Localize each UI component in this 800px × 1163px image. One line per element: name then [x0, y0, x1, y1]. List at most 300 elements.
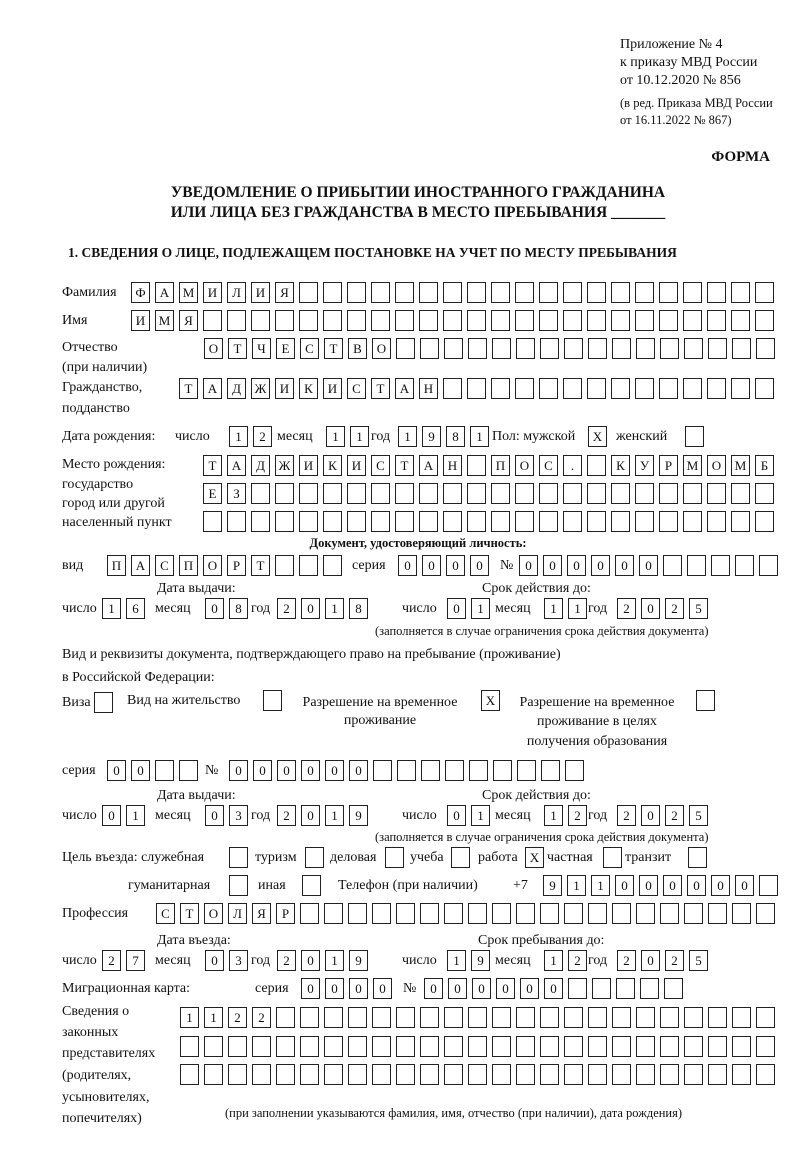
- name-boxes-char-box[interactable]: [203, 310, 222, 331]
- residence-doc-issue-year-char-box[interactable]: 1: [325, 805, 344, 826]
- identity-doc-number-char-box[interactable]: [663, 555, 682, 576]
- entry-entry-year-char-box[interactable]: 9: [349, 950, 368, 971]
- birth-place-row2-char-box[interactable]: [755, 483, 774, 504]
- representatives-row2-char-box[interactable]: [372, 1036, 391, 1057]
- birth-place-row2-char-box[interactable]: [659, 483, 678, 504]
- citizenship-boxes-char-box[interactable]: [755, 378, 774, 399]
- patronymic-boxes-char-box[interactable]: О: [372, 338, 391, 359]
- residence-doc-number-char-box[interactable]: 0: [253, 760, 272, 781]
- residence-doc-series-char-box[interactable]: [155, 760, 174, 781]
- name-boxes-char-box[interactable]: [587, 310, 606, 331]
- migration-card-number-char-box[interactable]: 0: [496, 978, 515, 999]
- residence-doc-number-char-box[interactable]: [373, 760, 392, 781]
- purpose-business-char-box[interactable]: [385, 847, 404, 868]
- residence-doc-number-char-box[interactable]: [565, 760, 584, 781]
- representatives-row3-char-box[interactable]: [444, 1064, 463, 1085]
- residence-doc-number-char-box[interactable]: 0: [301, 760, 320, 781]
- migration-card-series-char-box[interactable]: 0: [349, 978, 368, 999]
- citizenship-boxes-char-box[interactable]: С: [347, 378, 366, 399]
- identity-doc-issue-year-char-box[interactable]: 8: [349, 598, 368, 619]
- name-boxes-char-box[interactable]: [635, 310, 654, 331]
- surname-boxes-char-box[interactable]: [587, 282, 606, 303]
- citizenship-boxes-char-box[interactable]: Т: [179, 378, 198, 399]
- birth-place-row1-char-box[interactable]: П: [491, 455, 510, 476]
- entry-entry-year-char-box[interactable]: 1: [325, 950, 344, 971]
- representatives-row1-char-box[interactable]: [468, 1007, 487, 1028]
- identity-doc-type-char-box[interactable]: Т: [251, 555, 270, 576]
- birth-place-row2-char-box[interactable]: [563, 483, 582, 504]
- migration-card-series-char-box[interactable]: 0: [373, 978, 392, 999]
- representatives-row3-char-box[interactable]: [660, 1064, 679, 1085]
- citizenship-boxes-char-box[interactable]: [731, 378, 750, 399]
- name-boxes-char-box[interactable]: [563, 310, 582, 331]
- identity-doc-valid-year-char-box[interactable]: 2: [665, 598, 684, 619]
- identity-doc-number-char-box[interactable]: [759, 555, 778, 576]
- birth-place-row2-char-box[interactable]: [395, 483, 414, 504]
- patronymic-boxes-char-box[interactable]: Т: [228, 338, 247, 359]
- representatives-row3-char-box[interactable]: [204, 1064, 223, 1085]
- entry-entry-day-char-box[interactable]: 2: [102, 950, 121, 971]
- identity-doc-issue-month-char-box[interactable]: 8: [229, 598, 248, 619]
- migration-card-number-char-box[interactable]: 0: [424, 978, 443, 999]
- profession-boxes-char-box[interactable]: С: [156, 903, 175, 924]
- name-boxes-char-box[interactable]: [275, 310, 294, 331]
- residence-doc-valid-month-char-box[interactable]: 1: [544, 805, 563, 826]
- representatives-row1-char-box[interactable]: [612, 1007, 631, 1028]
- residence-doc-issue-day-char-box[interactable]: 0: [102, 805, 121, 826]
- birth-place-row2-char-box[interactable]: З: [227, 483, 246, 504]
- surname-boxes-char-box[interactable]: [515, 282, 534, 303]
- migration-card-number-char-box[interactable]: [592, 978, 611, 999]
- representatives-row1-char-box[interactable]: [396, 1007, 415, 1028]
- patronymic-boxes-char-box[interactable]: В: [348, 338, 367, 359]
- identity-doc-type-char-box[interactable]: А: [131, 555, 150, 576]
- surname-boxes-char-box[interactable]: [659, 282, 678, 303]
- birth-date-month-char-box[interactable]: 1: [350, 426, 369, 447]
- representatives-row2-char-box[interactable]: [444, 1036, 463, 1057]
- representatives-row3-char-box[interactable]: [228, 1064, 247, 1085]
- birth-place-row2-char-box[interactable]: [299, 483, 318, 504]
- residence-doc-issue-month-char-box[interactable]: 3: [229, 805, 248, 826]
- identity-doc-valid-year-char-box[interactable]: 0: [641, 598, 660, 619]
- surname-boxes-char-box[interactable]: [299, 282, 318, 303]
- representatives-row1-char-box[interactable]: 1: [180, 1007, 199, 1028]
- birth-place-row3-char-box[interactable]: [443, 511, 462, 532]
- surname-boxes-char-box[interactable]: [395, 282, 414, 303]
- birth-place-row3-char-box[interactable]: [731, 511, 750, 532]
- phone-boxes-char-box[interactable]: 1: [567, 875, 586, 896]
- purpose-tourism-char-box[interactable]: [305, 847, 324, 868]
- migration-card-series-char-box[interactable]: 0: [325, 978, 344, 999]
- birth-place-row1-char-box[interactable]: К: [611, 455, 630, 476]
- name-boxes-char-box[interactable]: [491, 310, 510, 331]
- patronymic-boxes-char-box[interactable]: Е: [276, 338, 295, 359]
- birth-place-row1-char-box[interactable]: М: [731, 455, 750, 476]
- birth-place-row1-char-box[interactable]: С: [371, 455, 390, 476]
- representatives-row2-char-box[interactable]: [660, 1036, 679, 1057]
- migration-card-number-char-box[interactable]: [616, 978, 635, 999]
- phone-boxes-char-box[interactable]: 9: [543, 875, 562, 896]
- migration-card-number-char-box[interactable]: [568, 978, 587, 999]
- name-boxes-char-box[interactable]: [299, 310, 318, 331]
- representatives-row1-char-box[interactable]: [756, 1007, 775, 1028]
- purpose-other-char-box[interactable]: [302, 875, 321, 896]
- identity-doc-valid-day-char-box[interactable]: 1: [471, 598, 490, 619]
- patronymic-boxes-char-box[interactable]: О: [204, 338, 223, 359]
- birth-date-year-char-box[interactable]: 9: [422, 426, 441, 447]
- residence-doc-number-char-box[interactable]: 0: [325, 760, 344, 781]
- identity-doc-type-char-box[interactable]: [299, 555, 318, 576]
- representatives-row3-char-box[interactable]: [564, 1064, 583, 1085]
- birth-place-row2-char-box[interactable]: [587, 483, 606, 504]
- identity-doc-valid-day-char-box[interactable]: 0: [447, 598, 466, 619]
- citizenship-boxes-char-box[interactable]: Д: [227, 378, 246, 399]
- representatives-row1-char-box[interactable]: [276, 1007, 295, 1028]
- birth-place-row3-char-box[interactable]: [611, 511, 630, 532]
- profession-boxes-char-box[interactable]: [516, 903, 535, 924]
- representatives-row3-char-box[interactable]: [732, 1064, 751, 1085]
- patronymic-boxes-char-box[interactable]: [612, 338, 631, 359]
- profession-boxes-char-box[interactable]: [420, 903, 439, 924]
- identity-doc-issue-day-char-box[interactable]: 6: [126, 598, 145, 619]
- representatives-row3-char-box[interactable]: [468, 1064, 487, 1085]
- name-boxes-char-box[interactable]: [707, 310, 726, 331]
- sex-male-char-box[interactable]: X: [588, 426, 607, 447]
- name-boxes-char-box[interactable]: [251, 310, 270, 331]
- identity-doc-type-char-box[interactable]: С: [155, 555, 174, 576]
- representatives-row3-char-box[interactable]: [420, 1064, 439, 1085]
- surname-boxes-char-box[interactable]: [755, 282, 774, 303]
- residence-doc-valid-day-char-box[interactable]: 0: [447, 805, 466, 826]
- patronymic-boxes-char-box[interactable]: С: [300, 338, 319, 359]
- citizenship-boxes-char-box[interactable]: И: [323, 378, 342, 399]
- representatives-row1-char-box[interactable]: [660, 1007, 679, 1028]
- representatives-row2-char-box[interactable]: [204, 1036, 223, 1057]
- migration-card-number-char-box[interactable]: 0: [472, 978, 491, 999]
- surname-boxes-char-box[interactable]: [467, 282, 486, 303]
- name-boxes-char-box[interactable]: [371, 310, 390, 331]
- birth-place-row1-char-box[interactable]: Б: [755, 455, 774, 476]
- representatives-row1-char-box[interactable]: [708, 1007, 727, 1028]
- representatives-row1-char-box[interactable]: [444, 1007, 463, 1028]
- patronymic-boxes-char-box[interactable]: [756, 338, 775, 359]
- citizenship-boxes-char-box[interactable]: [467, 378, 486, 399]
- surname-boxes-char-box[interactable]: [683, 282, 702, 303]
- citizenship-boxes-char-box[interactable]: [515, 378, 534, 399]
- representatives-row3-char-box[interactable]: [636, 1064, 655, 1085]
- profession-boxes-char-box[interactable]: [708, 903, 727, 924]
- birth-place-row1-char-box[interactable]: А: [227, 455, 246, 476]
- entry-entry-year-char-box[interactable]: 0: [301, 950, 320, 971]
- birth-place-row3-char-box[interactable]: [755, 511, 774, 532]
- phone-boxes-char-box[interactable]: 0: [711, 875, 730, 896]
- residence-doc-issue-month-char-box[interactable]: 0: [205, 805, 224, 826]
- profession-boxes-char-box[interactable]: [372, 903, 391, 924]
- birth-place-row3-char-box[interactable]: [563, 511, 582, 532]
- phone-boxes-char-box[interactable]: 0: [639, 875, 658, 896]
- patronymic-boxes-char-box[interactable]: [588, 338, 607, 359]
- birth-place-row1-char-box[interactable]: И: [299, 455, 318, 476]
- birth-place-row3-char-box[interactable]: [659, 511, 678, 532]
- representatives-row3-char-box[interactable]: [588, 1064, 607, 1085]
- representatives-row1-char-box[interactable]: [372, 1007, 391, 1028]
- birth-place-row3-char-box[interactable]: [323, 511, 342, 532]
- citizenship-boxes-char-box[interactable]: [563, 378, 582, 399]
- representatives-row3-char-box[interactable]: [324, 1064, 343, 1085]
- birth-place-row1-char-box[interactable]: Н: [443, 455, 462, 476]
- representatives-row1-char-box[interactable]: [732, 1007, 751, 1028]
- profession-boxes-char-box[interactable]: [492, 903, 511, 924]
- residence-doc-valid-year-char-box[interactable]: 2: [665, 805, 684, 826]
- purpose-study-char-box[interactable]: [451, 847, 470, 868]
- birth-place-row1-char-box[interactable]: К: [323, 455, 342, 476]
- profession-boxes-char-box[interactable]: [588, 903, 607, 924]
- birth-place-row1-char-box[interactable]: А: [419, 455, 438, 476]
- identity-doc-issue-year-char-box[interactable]: 1: [325, 598, 344, 619]
- profession-boxes-char-box[interactable]: Л: [228, 903, 247, 924]
- birth-date-year-char-box[interactable]: 8: [446, 426, 465, 447]
- birth-place-row1-char-box[interactable]: М: [683, 455, 702, 476]
- entry-stay-day-char-box[interactable]: 9: [471, 950, 490, 971]
- birth-place-row3-char-box[interactable]: [275, 511, 294, 532]
- citizenship-boxes-char-box[interactable]: [659, 378, 678, 399]
- birth-place-row3-char-box[interactable]: [539, 511, 558, 532]
- birth-place-row1-char-box[interactable]: И: [347, 455, 366, 476]
- birth-place-row1-char-box[interactable]: С: [539, 455, 558, 476]
- birth-place-row3-char-box[interactable]: [419, 511, 438, 532]
- birth-place-row3-char-box[interactable]: [299, 511, 318, 532]
- representatives-row1-char-box[interactable]: [324, 1007, 343, 1028]
- citizenship-boxes-char-box[interactable]: [587, 378, 606, 399]
- patronymic-boxes-char-box[interactable]: Т: [324, 338, 343, 359]
- citizenship-boxes-char-box[interactable]: Ж: [251, 378, 270, 399]
- identity-doc-type-char-box[interactable]: П: [107, 555, 126, 576]
- representatives-row1-char-box[interactable]: [420, 1007, 439, 1028]
- representatives-row3-char-box[interactable]: [252, 1064, 271, 1085]
- representatives-row1-char-box[interactable]: 2: [252, 1007, 271, 1028]
- profession-boxes-char-box[interactable]: [348, 903, 367, 924]
- representatives-row2-char-box[interactable]: [180, 1036, 199, 1057]
- birth-place-row3-char-box[interactable]: [515, 511, 534, 532]
- representatives-row3-char-box[interactable]: [756, 1064, 775, 1085]
- birth-place-row3-char-box[interactable]: [635, 511, 654, 532]
- citizenship-boxes-char-box[interactable]: [443, 378, 462, 399]
- identity-doc-series-char-box[interactable]: 0: [422, 555, 441, 576]
- name-boxes-char-box[interactable]: [611, 310, 630, 331]
- representatives-row1-char-box[interactable]: [540, 1007, 559, 1028]
- patronymic-boxes-char-box[interactable]: [492, 338, 511, 359]
- entry-stay-year-char-box[interactable]: 2: [617, 950, 636, 971]
- identity-doc-type-char-box[interactable]: [323, 555, 342, 576]
- representatives-row2-char-box[interactable]: [420, 1036, 439, 1057]
- entry-entry-month-char-box[interactable]: 3: [229, 950, 248, 971]
- phone-boxes-char-box[interactable]: 0: [687, 875, 706, 896]
- representatives-row2-char-box[interactable]: [300, 1036, 319, 1057]
- purpose-humanitarian-char-box[interactable]: [229, 875, 248, 896]
- residence-doc-number-char-box[interactable]: [469, 760, 488, 781]
- identity-doc-type-char-box[interactable]: Р: [227, 555, 246, 576]
- purpose-official-char-box[interactable]: [229, 847, 248, 868]
- surname-boxes-char-box[interactable]: [419, 282, 438, 303]
- birth-place-row2-char-box[interactable]: [611, 483, 630, 504]
- birth-date-year-char-box[interactable]: 1: [470, 426, 489, 447]
- name-boxes-char-box[interactable]: М: [155, 310, 174, 331]
- name-boxes-char-box[interactable]: [683, 310, 702, 331]
- representatives-row1-char-box[interactable]: [492, 1007, 511, 1028]
- birth-place-row1-char-box[interactable]: [587, 455, 606, 476]
- profession-boxes-char-box[interactable]: [684, 903, 703, 924]
- representatives-row2-char-box[interactable]: [732, 1036, 751, 1057]
- birth-place-row3-char-box[interactable]: [467, 511, 486, 532]
- surname-boxes-char-box[interactable]: [611, 282, 630, 303]
- profession-boxes-char-box[interactable]: [468, 903, 487, 924]
- birth-date-year-char-box[interactable]: 1: [398, 426, 417, 447]
- identity-doc-valid-year-char-box[interactable]: 2: [617, 598, 636, 619]
- residence-doc-series-char-box[interactable]: 0: [107, 760, 126, 781]
- entry-stay-year-char-box[interactable]: 5: [689, 950, 708, 971]
- residence-doc-valid-day-char-box[interactable]: 1: [471, 805, 490, 826]
- representatives-row3-char-box[interactable]: [300, 1064, 319, 1085]
- representatives-row2-char-box[interactable]: [492, 1036, 511, 1057]
- name-boxes-char-box[interactable]: И: [131, 310, 150, 331]
- representatives-row3-char-box[interactable]: [492, 1064, 511, 1085]
- patronymic-boxes-char-box[interactable]: [708, 338, 727, 359]
- phone-boxes-char-box[interactable]: 0: [663, 875, 682, 896]
- purpose-private-char-box[interactable]: [603, 847, 622, 868]
- profession-boxes-char-box[interactable]: [564, 903, 583, 924]
- name-boxes-char-box[interactable]: [659, 310, 678, 331]
- patronymic-boxes-char-box[interactable]: [732, 338, 751, 359]
- name-boxes-char-box[interactable]: [347, 310, 366, 331]
- profession-boxes-char-box[interactable]: Т: [180, 903, 199, 924]
- citizenship-boxes-char-box[interactable]: Т: [371, 378, 390, 399]
- phone-boxes-char-box[interactable]: 0: [615, 875, 634, 896]
- identity-doc-series-char-box[interactable]: 0: [470, 555, 489, 576]
- residence-doc-issue-day-char-box[interactable]: 1: [126, 805, 145, 826]
- residence-doc-issue-year-char-box[interactable]: 2: [277, 805, 296, 826]
- birth-place-row3-char-box[interactable]: [251, 511, 270, 532]
- birth-place-row2-char-box[interactable]: [539, 483, 558, 504]
- representatives-row2-char-box[interactable]: [276, 1036, 295, 1057]
- patronymic-boxes-char-box[interactable]: [684, 338, 703, 359]
- identity-doc-issue-year-char-box[interactable]: 0: [301, 598, 320, 619]
- residence-doc-number-char-box[interactable]: [397, 760, 416, 781]
- citizenship-boxes-char-box[interactable]: [635, 378, 654, 399]
- representatives-row2-char-box[interactable]: [252, 1036, 271, 1057]
- residence-doc-series-char-box[interactable]: [179, 760, 198, 781]
- birth-place-row3-char-box[interactable]: [347, 511, 366, 532]
- residence-doc-visa-char-box[interactable]: [94, 692, 113, 713]
- entry-stay-month-char-box[interactable]: 1: [544, 950, 563, 971]
- representatives-row2-char-box[interactable]: [708, 1036, 727, 1057]
- name-boxes-char-box[interactable]: [755, 310, 774, 331]
- representatives-row2-char-box[interactable]: [228, 1036, 247, 1057]
- identity-doc-number-char-box[interactable]: 0: [615, 555, 634, 576]
- surname-boxes-char-box[interactable]: М: [179, 282, 198, 303]
- entry-stay-year-char-box[interactable]: 0: [641, 950, 660, 971]
- surname-boxes-char-box[interactable]: [323, 282, 342, 303]
- birth-place-row1-char-box[interactable]: Р: [659, 455, 678, 476]
- birth-place-row2-char-box[interactable]: [635, 483, 654, 504]
- migration-card-number-char-box[interactable]: [640, 978, 659, 999]
- birth-place-row2-char-box[interactable]: [371, 483, 390, 504]
- representatives-row2-char-box[interactable]: [612, 1036, 631, 1057]
- identity-doc-issue-year-char-box[interactable]: 2: [277, 598, 296, 619]
- citizenship-boxes-char-box[interactable]: [683, 378, 702, 399]
- representatives-row3-char-box[interactable]: [372, 1064, 391, 1085]
- residence-doc-number-char-box[interactable]: [421, 760, 440, 781]
- birth-place-row2-char-box[interactable]: [251, 483, 270, 504]
- name-boxes-char-box[interactable]: [467, 310, 486, 331]
- citizenship-boxes-char-box[interactable]: [707, 378, 726, 399]
- representatives-row3-char-box[interactable]: [684, 1064, 703, 1085]
- birth-date-day-char-box[interactable]: 2: [253, 426, 272, 447]
- migration-card-number-char-box[interactable]: 0: [520, 978, 539, 999]
- citizenship-boxes-char-box[interactable]: Н: [419, 378, 438, 399]
- residence-doc-valid-year-char-box[interactable]: 0: [641, 805, 660, 826]
- representatives-row1-char-box[interactable]: [588, 1007, 607, 1028]
- profession-boxes-char-box[interactable]: [324, 903, 343, 924]
- purpose-work-char-box[interactable]: X: [525, 847, 544, 868]
- patronymic-boxes-char-box[interactable]: [444, 338, 463, 359]
- birth-place-row1-char-box[interactable]: У: [635, 455, 654, 476]
- identity-doc-series-char-box[interactable]: 0: [398, 555, 417, 576]
- entry-stay-year-char-box[interactable]: 2: [665, 950, 684, 971]
- representatives-row3-char-box[interactable]: [540, 1064, 559, 1085]
- birth-place-row2-char-box[interactable]: [491, 483, 510, 504]
- surname-boxes-char-box[interactable]: [635, 282, 654, 303]
- profession-boxes-char-box[interactable]: [300, 903, 319, 924]
- representatives-row1-char-box[interactable]: 2: [228, 1007, 247, 1028]
- citizenship-boxes-char-box[interactable]: А: [395, 378, 414, 399]
- patronymic-boxes-char-box[interactable]: [540, 338, 559, 359]
- birth-place-row3-char-box[interactable]: [227, 511, 246, 532]
- identity-doc-valid-year-char-box[interactable]: 5: [689, 598, 708, 619]
- entry-stay-month-char-box[interactable]: 2: [568, 950, 587, 971]
- residence-doc-number-char-box[interactable]: 0: [349, 760, 368, 781]
- profession-boxes-char-box[interactable]: [540, 903, 559, 924]
- representatives-row2-char-box[interactable]: [588, 1036, 607, 1057]
- identity-doc-number-char-box[interactable]: 0: [567, 555, 586, 576]
- name-boxes-char-box[interactable]: [539, 310, 558, 331]
- name-boxes-char-box[interactable]: [227, 310, 246, 331]
- entry-entry-year-char-box[interactable]: 2: [277, 950, 296, 971]
- surname-boxes-char-box[interactable]: [707, 282, 726, 303]
- profession-boxes-char-box[interactable]: О: [204, 903, 223, 924]
- entry-entry-day-char-box[interactable]: 7: [126, 950, 145, 971]
- surname-boxes-char-box[interactable]: [347, 282, 366, 303]
- birth-place-row2-char-box[interactable]: [419, 483, 438, 504]
- name-boxes-char-box[interactable]: [515, 310, 534, 331]
- representatives-row1-char-box[interactable]: [516, 1007, 535, 1028]
- profession-boxes-char-box[interactable]: [444, 903, 463, 924]
- identity-doc-series-char-box[interactable]: 0: [446, 555, 465, 576]
- birth-place-row2-char-box[interactable]: [347, 483, 366, 504]
- birth-date-day-char-box[interactable]: 1: [229, 426, 248, 447]
- representatives-row2-char-box[interactable]: [636, 1036, 655, 1057]
- residence-doc-number-char-box[interactable]: [517, 760, 536, 781]
- name-boxes-char-box[interactable]: [323, 310, 342, 331]
- residence-doc-valid-month-char-box[interactable]: 2: [568, 805, 587, 826]
- surname-boxes-char-box[interactable]: [563, 282, 582, 303]
- patronymic-boxes-char-box[interactable]: [564, 338, 583, 359]
- profession-boxes-char-box[interactable]: [660, 903, 679, 924]
- representatives-row1-char-box[interactable]: [348, 1007, 367, 1028]
- surname-boxes-char-box[interactable]: [731, 282, 750, 303]
- profession-boxes-char-box[interactable]: [636, 903, 655, 924]
- identity-doc-valid-month-char-box[interactable]: 1: [568, 598, 587, 619]
- identity-doc-issue-day-char-box[interactable]: 1: [102, 598, 121, 619]
